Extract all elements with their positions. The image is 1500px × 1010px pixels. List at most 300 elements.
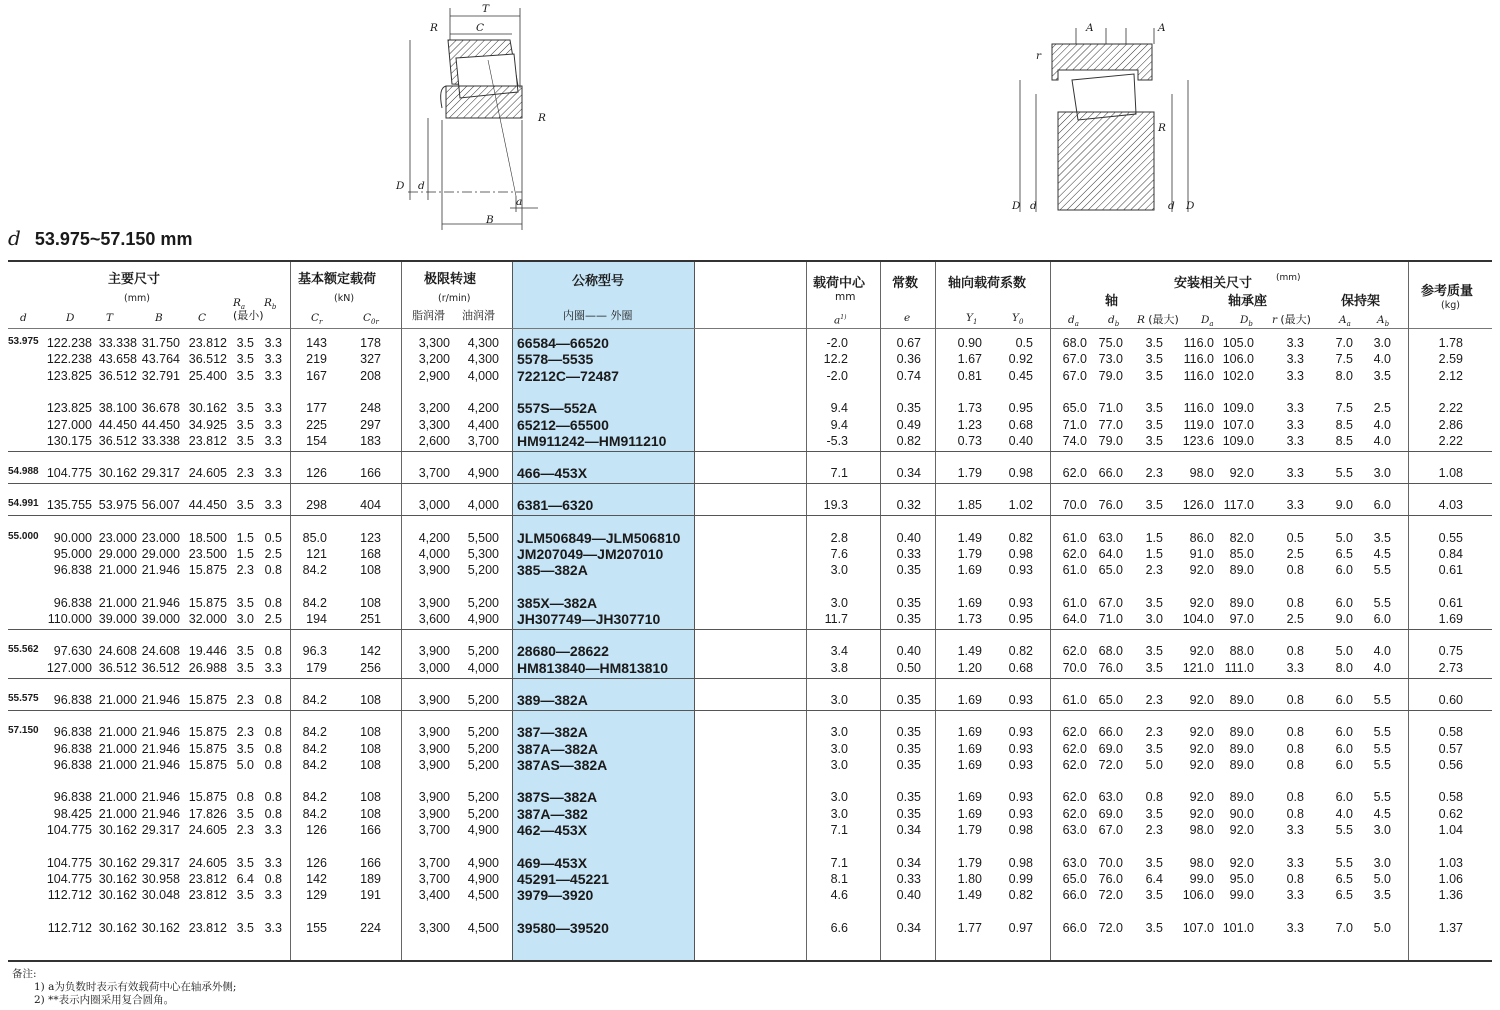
cell-a: 3.0 bbox=[830, 725, 848, 740]
cell-Cor: 208 bbox=[360, 368, 381, 383]
cell-B: 39.000 bbox=[141, 612, 180, 627]
cell-Y0: 0.82 bbox=[1008, 530, 1033, 545]
cell-db: 63.0 bbox=[1098, 530, 1123, 545]
cell-R-max: 3.5 bbox=[1145, 660, 1163, 675]
cell-r-max: 0.8 bbox=[1286, 644, 1304, 659]
cell-D: 96.838 bbox=[53, 790, 92, 805]
cell-speed-oil: 4,900 bbox=[467, 855, 499, 870]
cell-Da: 98.0 bbox=[1189, 466, 1214, 481]
cell-speed-oil: 4,900 bbox=[467, 466, 499, 481]
cell-C: 23.812 bbox=[188, 434, 227, 448]
diagram-label-Da: D bbox=[1186, 200, 1195, 212]
cell-Aa: 7.5 bbox=[1335, 401, 1353, 416]
cell-mass: 0.62 bbox=[1438, 806, 1463, 821]
cell-D: 130.175 bbox=[46, 434, 92, 448]
header-load-rating: 基本额定载荷 bbox=[298, 272, 377, 287]
cell-e: 0.35 bbox=[896, 725, 921, 740]
cell-Cr: 84.2 bbox=[302, 790, 327, 805]
cell-e: 0.33 bbox=[896, 547, 921, 561]
cell-Cr: 194 bbox=[306, 612, 327, 627]
cell-D: 104.775 bbox=[46, 855, 92, 870]
table-top-rule bbox=[8, 260, 1492, 262]
header-housing: 轴承座 bbox=[1228, 294, 1268, 309]
cell-Da: 92.0 bbox=[1189, 644, 1214, 659]
header-sym-Y1: $Y_1$ bbox=[966, 312, 978, 327]
header-sym-Rb: $R_b$ bbox=[264, 297, 277, 312]
diagram-label-da: d bbox=[1030, 200, 1037, 212]
cell-Cor: 183 bbox=[360, 434, 381, 448]
cell-a: 3.8 bbox=[830, 660, 848, 675]
cell-e: 0.74 bbox=[896, 368, 921, 383]
cell-B: 29.000 bbox=[141, 547, 180, 561]
cell-da: 63.0 bbox=[1062, 855, 1087, 870]
bearing-dimension-diagram bbox=[390, 0, 546, 232]
cell-B: 29.317 bbox=[141, 855, 180, 870]
cell-Cr: 129 bbox=[306, 888, 327, 903]
cell-a: 3.0 bbox=[830, 741, 848, 756]
cell-Rb: 3.3 bbox=[264, 434, 282, 448]
header-load-center: 载荷中心 bbox=[813, 276, 866, 291]
cell-Cor: 108 bbox=[360, 725, 381, 740]
cell-Ra: 3.5 bbox=[236, 595, 254, 610]
cell-r-max: 3.3 bbox=[1286, 466, 1304, 481]
cell-Ab: 3.0 bbox=[1373, 466, 1391, 481]
cell-Rb: 2.5 bbox=[264, 612, 282, 627]
cell-speed-oil: 4,900 bbox=[467, 612, 499, 627]
cell-e: 0.33 bbox=[896, 872, 921, 886]
column-divider bbox=[401, 262, 402, 960]
cell-D: 123.825 bbox=[46, 368, 92, 383]
cell-designation: 387A—382 bbox=[517, 805, 588, 822]
cell-C: 24.605 bbox=[188, 855, 227, 870]
cell-speed-grease: 3,300 bbox=[418, 920, 450, 935]
cell-Da: 99.0 bbox=[1189, 872, 1214, 886]
cell-Ab: 5.0 bbox=[1373, 872, 1391, 886]
cell-Aa: 5.5 bbox=[1335, 466, 1353, 481]
cell-r-max: 0.8 bbox=[1286, 563, 1304, 578]
cell-db: 66.0 bbox=[1098, 466, 1123, 481]
cell-designation: 389—382A bbox=[517, 692, 588, 708]
cell-Rb: 3.3 bbox=[264, 498, 282, 513]
cell-B: 30.162 bbox=[141, 920, 180, 935]
cell-Y1: 1.79 bbox=[957, 466, 982, 481]
cell-a: 19.3 bbox=[823, 498, 848, 513]
cell-Cor: 123 bbox=[360, 530, 381, 545]
cell-Rb: 0.8 bbox=[264, 563, 282, 578]
cell-C: 32.000 bbox=[188, 612, 227, 627]
bore-diameter: 57.150 bbox=[8, 725, 39, 737]
cell-Ab: 4.0 bbox=[1373, 660, 1391, 675]
header-mounting-unit: (mm) bbox=[1276, 273, 1301, 283]
cell-Rb: 0.8 bbox=[264, 758, 282, 772]
cell-Da: 106.0 bbox=[1182, 888, 1214, 903]
cell-r-max: 0.8 bbox=[1286, 806, 1304, 821]
cell-T: 38.100 bbox=[98, 401, 137, 416]
cell-Rb: 3.3 bbox=[264, 466, 282, 481]
cell-Cr: 126 bbox=[306, 855, 327, 870]
cell-a: 12.2 bbox=[823, 352, 848, 367]
group-separator bbox=[8, 451, 1492, 452]
cell-r-max: 0.8 bbox=[1286, 741, 1304, 756]
cell-speed-grease: 3,900 bbox=[418, 790, 450, 805]
cell-Y1: 1.79 bbox=[957, 855, 982, 870]
cell-a: -2.0 bbox=[826, 368, 848, 383]
cell-Cor: 191 bbox=[360, 888, 381, 903]
cell-Cr: 126 bbox=[306, 466, 327, 481]
cell-speed-grease: 3,300 bbox=[418, 417, 450, 432]
cell-db: 79.0 bbox=[1098, 434, 1123, 448]
cell-Db: 101.0 bbox=[1222, 920, 1254, 935]
cell-Da: 86.0 bbox=[1189, 530, 1214, 545]
cell-D: 96.838 bbox=[53, 563, 92, 578]
cell-T: 21.000 bbox=[98, 595, 137, 610]
cell-Y1: 1.69 bbox=[957, 758, 982, 772]
cell-Ab: 4.0 bbox=[1373, 434, 1391, 448]
cell-db: 71.0 bbox=[1098, 401, 1123, 416]
mounting-dimension-diagram bbox=[1008, 14, 1208, 218]
cell-Aa: 6.0 bbox=[1335, 790, 1353, 805]
cell-Ra: 3.5 bbox=[236, 644, 254, 659]
cell-a: 7.1 bbox=[830, 823, 848, 838]
cell-mass: 1.37 bbox=[1438, 920, 1463, 935]
header-sym-Da: $D_a$ bbox=[1201, 314, 1214, 329]
cell-R-max: 3.5 bbox=[1145, 920, 1163, 935]
cell-mass: 1.69 bbox=[1438, 612, 1463, 627]
cell-designation: 5578—5535 bbox=[517, 351, 594, 368]
cell-B: 33.338 bbox=[141, 434, 180, 448]
cell-Ra: 3.5 bbox=[236, 401, 254, 416]
cell-Rb: 3.3 bbox=[264, 855, 282, 870]
cell-da: 66.0 bbox=[1062, 888, 1087, 903]
cell-e: 0.50 bbox=[896, 660, 921, 675]
cell-T: 33.338 bbox=[98, 336, 137, 350]
cell-mass: 0.84 bbox=[1438, 547, 1463, 561]
cell-r-max: 0.8 bbox=[1286, 872, 1304, 886]
cell-C: 24.605 bbox=[188, 823, 227, 838]
cell-speed-grease: 3,900 bbox=[418, 725, 450, 740]
cell-R-max: 3.5 bbox=[1145, 498, 1163, 513]
cell-Ra: 3.5 bbox=[236, 806, 254, 821]
cell-e: 0.35 bbox=[896, 790, 921, 805]
cell-B: 29.317 bbox=[141, 823, 180, 838]
cell-Cor: 108 bbox=[360, 563, 381, 578]
cell-speed-grease: 3,300 bbox=[418, 336, 450, 350]
cell-e: 0.35 bbox=[896, 758, 921, 772]
cell-a: 9.4 bbox=[830, 417, 848, 432]
cell-designation: 557S—552A bbox=[517, 400, 598, 417]
cell-designation: 45291—45221 bbox=[517, 871, 609, 887]
cell-Cr: 143 bbox=[306, 336, 327, 350]
cell-speed-grease: 3,700 bbox=[418, 823, 450, 838]
cell-Da: 92.0 bbox=[1189, 758, 1214, 772]
cell-Ra: 3.5 bbox=[236, 352, 254, 367]
cell-Cr: 84.2 bbox=[302, 725, 327, 740]
cell-T: 21.000 bbox=[98, 741, 137, 756]
cell-Y1: 1.79 bbox=[957, 823, 982, 838]
cell-D: 96.838 bbox=[53, 758, 92, 772]
cell-R-max: 2.3 bbox=[1145, 466, 1163, 481]
cell-Aa: 8.5 bbox=[1335, 417, 1353, 432]
header-sym-Cor: $C_{0r}$ bbox=[363, 312, 379, 327]
cell-Aa: 9.0 bbox=[1335, 498, 1353, 513]
cell-Db: 105.0 bbox=[1222, 336, 1254, 350]
cell-da: 62.0 bbox=[1062, 741, 1087, 756]
cell-Aa: 5.5 bbox=[1335, 855, 1353, 870]
cell-a: 9.4 bbox=[830, 401, 848, 416]
cell-Rb: 3.3 bbox=[264, 368, 282, 383]
cell-Y1: 1.69 bbox=[957, 563, 982, 578]
cell-designation: JLM506849—JLM506810 bbox=[517, 529, 681, 546]
header-shaft: 轴 bbox=[1105, 294, 1119, 309]
cell-da: 62.0 bbox=[1062, 790, 1087, 805]
cell-D: 104.775 bbox=[46, 872, 92, 886]
header-sym-e: e bbox=[904, 312, 911, 324]
cell-r-max: 0.8 bbox=[1286, 595, 1304, 610]
header-sym-Y0: $Y_0$ bbox=[1012, 312, 1024, 327]
cell-T: 21.000 bbox=[98, 725, 137, 740]
cell-Ra: 0.8 bbox=[236, 790, 254, 805]
cell-Y1: 1.73 bbox=[957, 401, 982, 416]
cell-R-max: 5.0 bbox=[1145, 758, 1163, 772]
cell-Y0: 0.93 bbox=[1008, 758, 1033, 772]
cell-Y0: 0.98 bbox=[1008, 547, 1033, 561]
cell-R-max: 3.5 bbox=[1145, 741, 1163, 756]
cell-Rb: 3.3 bbox=[264, 888, 282, 903]
cell-Y0: 0.93 bbox=[1008, 563, 1033, 578]
cell-T: 44.450 bbox=[98, 417, 137, 432]
cell-da: 70.0 bbox=[1062, 498, 1087, 513]
cell-Da: 92.0 bbox=[1189, 741, 1214, 756]
cell-mass: 0.61 bbox=[1438, 595, 1463, 610]
cell-Ab: 5.5 bbox=[1373, 790, 1391, 805]
cell-B: 21.946 bbox=[141, 758, 180, 772]
cell-R-max: 3.5 bbox=[1145, 352, 1163, 367]
cell-db: 79.0 bbox=[1098, 368, 1123, 383]
diagram-label-r: r bbox=[1036, 50, 1042, 62]
cell-speed-grease: 4,000 bbox=[418, 547, 450, 561]
cell-mass: 2.73 bbox=[1438, 660, 1463, 675]
cell-Y0: 0.82 bbox=[1008, 888, 1033, 903]
cell-da: 61.0 bbox=[1062, 563, 1087, 578]
cell-a: 3.0 bbox=[830, 790, 848, 805]
cell-Y1: 1.49 bbox=[957, 644, 982, 659]
cell-Cr: 96.3 bbox=[302, 644, 327, 659]
cell-B: 21.946 bbox=[141, 741, 180, 756]
group-separator bbox=[8, 678, 1492, 679]
cell-r-max: 0.8 bbox=[1286, 693, 1304, 707]
cell-db: 76.0 bbox=[1098, 660, 1123, 675]
cell-Ra: 2.3 bbox=[236, 693, 254, 707]
cell-Aa: 6.0 bbox=[1335, 595, 1353, 610]
cell-Y0: 0.45 bbox=[1008, 368, 1033, 383]
header-cage: 保持架 bbox=[1341, 294, 1381, 309]
cell-speed-grease: 3,600 bbox=[418, 612, 450, 627]
cell-Ab: 4.5 bbox=[1373, 547, 1391, 561]
bore-symbol: d bbox=[8, 226, 21, 250]
diagram-label-C: C bbox=[476, 22, 485, 34]
cell-Y1: 1.67 bbox=[957, 352, 982, 367]
cell-r-max: 3.3 bbox=[1286, 434, 1304, 448]
cell-r-max: 3.3 bbox=[1286, 417, 1304, 432]
cell-Cr: 179 bbox=[306, 660, 327, 675]
cell-Cr: 177 bbox=[306, 401, 327, 416]
cell-Cor: 108 bbox=[360, 741, 381, 756]
cell-Cor: 178 bbox=[360, 336, 381, 350]
cell-Y1: 1.80 bbox=[957, 872, 982, 886]
cell-Ra: 3.5 bbox=[236, 434, 254, 448]
cell-designation: 39580—39520 bbox=[517, 919, 609, 936]
cell-speed-oil: 4,000 bbox=[467, 660, 499, 675]
cell-Y1: 1.23 bbox=[957, 417, 982, 432]
cell-R-max: 3.5 bbox=[1145, 888, 1163, 903]
cell-speed-oil: 5,200 bbox=[467, 595, 499, 610]
cell-D: 112.712 bbox=[47, 920, 92, 935]
cell-Db: 89.0 bbox=[1229, 741, 1254, 756]
column-divider bbox=[1408, 262, 1409, 960]
cell-r-max: 3.3 bbox=[1286, 498, 1304, 513]
cell-mass: 1.36 bbox=[1438, 888, 1463, 903]
cell-e: 0.34 bbox=[896, 920, 921, 935]
cell-Ra: 2.3 bbox=[236, 466, 254, 481]
cell-D: 90.000 bbox=[53, 530, 92, 545]
cell-db: 66.0 bbox=[1098, 725, 1123, 740]
cell-Y0: 0.5 bbox=[1015, 336, 1033, 350]
header-sym-Ab: $A_b$ bbox=[1377, 314, 1390, 329]
cell-Y1: 1.49 bbox=[957, 888, 982, 903]
cell-a: 3.0 bbox=[830, 595, 848, 610]
header-designation-sub: 内圈—— 外圈 bbox=[563, 309, 633, 322]
cell-mass: 0.57 bbox=[1438, 741, 1463, 756]
cell-Y0: 0.93 bbox=[1008, 806, 1033, 821]
cell-Y1: 1.85 bbox=[957, 498, 982, 513]
cell-speed-grease: 3,900 bbox=[418, 595, 450, 610]
header-speed-oil: 油润滑 bbox=[462, 309, 495, 322]
cell-Aa: 6.0 bbox=[1335, 693, 1353, 707]
cell-e: 0.35 bbox=[896, 741, 921, 756]
cell-B: 36.512 bbox=[141, 660, 180, 675]
cell-R-max: 3.0 bbox=[1145, 612, 1163, 627]
cell-speed-oil: 5,200 bbox=[467, 790, 499, 805]
cell-R-max: 3.5 bbox=[1145, 806, 1163, 821]
header-sym-C: C bbox=[198, 312, 207, 324]
cell-Cor: 108 bbox=[360, 758, 381, 772]
cell-db: 72.0 bbox=[1098, 758, 1123, 772]
cell-r-max: 3.3 bbox=[1286, 823, 1304, 838]
cell-T: 30.162 bbox=[98, 888, 137, 903]
group-separator bbox=[8, 710, 1492, 711]
cell-designation: JM207049—JM207010 bbox=[517, 546, 664, 562]
cell-e: 0.34 bbox=[896, 855, 921, 870]
cell-B: 29.317 bbox=[141, 466, 180, 481]
cell-speed-grease: 3,700 bbox=[418, 466, 450, 481]
cell-Da: 121.0 bbox=[1182, 660, 1214, 675]
cell-mass: 2.22 bbox=[1438, 434, 1463, 448]
cell-R-max: 3.5 bbox=[1145, 644, 1163, 659]
cell-mass: 0.60 bbox=[1438, 693, 1463, 707]
cell-B: 31.750 bbox=[141, 336, 180, 350]
group-separator bbox=[8, 629, 1492, 630]
cell-Aa: 6.0 bbox=[1335, 725, 1353, 740]
cell-C: 23.812 bbox=[188, 336, 227, 350]
cell-Db: 109.0 bbox=[1222, 401, 1254, 416]
header-sym-Cr: $C_r$ bbox=[311, 312, 323, 327]
cell-designation: 462—453X bbox=[517, 822, 588, 839]
cell-r-max: 0.8 bbox=[1286, 725, 1304, 740]
cell-Ra: 1.5 bbox=[236, 547, 254, 561]
cell-r-max: 3.3 bbox=[1286, 401, 1304, 416]
cell-Cor: 166 bbox=[360, 855, 381, 870]
cell-Ra: 2.3 bbox=[236, 823, 254, 838]
cell-db: 69.0 bbox=[1098, 806, 1123, 821]
cell-Ra: 5.0 bbox=[236, 758, 254, 772]
cell-R-max: 3.5 bbox=[1145, 434, 1163, 448]
cell-db: 70.0 bbox=[1098, 855, 1123, 870]
cell-B: 36.678 bbox=[141, 401, 180, 416]
cell-D: 96.838 bbox=[53, 693, 92, 707]
cell-db: 71.0 bbox=[1098, 612, 1123, 627]
cell-Y0: 0.95 bbox=[1008, 401, 1033, 416]
cell-D: 135.755 bbox=[46, 498, 92, 513]
cell-C: 36.512 bbox=[188, 352, 227, 367]
cell-C: 15.875 bbox=[188, 758, 227, 772]
cell-Cor: 224 bbox=[360, 920, 381, 935]
cell-e: 0.49 bbox=[896, 417, 921, 432]
cell-speed-oil: 5,200 bbox=[467, 693, 499, 707]
header-speed: 极限转速 bbox=[424, 272, 477, 287]
cell-speed-grease: 3,200 bbox=[418, 352, 450, 367]
cell-T: 30.162 bbox=[98, 823, 137, 838]
cell-speed-oil: 4,300 bbox=[467, 352, 499, 367]
cell-r-max: 3.3 bbox=[1286, 888, 1304, 903]
cell-designation: 469—453X bbox=[517, 854, 588, 871]
cell-Ra: 2.3 bbox=[236, 563, 254, 578]
cell-R-max: 2.3 bbox=[1145, 693, 1163, 707]
header-sym-Ra: $R_a$ bbox=[233, 297, 246, 312]
cell-Ra: 6.4 bbox=[236, 872, 254, 886]
cell-da: 65.0 bbox=[1062, 401, 1087, 416]
cell-db: 63.0 bbox=[1098, 790, 1123, 805]
cell-e: 0.82 bbox=[896, 434, 921, 448]
cell-Y0: 0.98 bbox=[1008, 466, 1033, 481]
cell-Y0: 0.98 bbox=[1008, 823, 1033, 838]
cell-D: 122.238 bbox=[46, 336, 92, 350]
cell-speed-grease: 3,900 bbox=[418, 741, 450, 756]
header-sym-da: $d_a$ bbox=[1068, 314, 1079, 329]
cell-speed-oil: 5,200 bbox=[467, 741, 499, 756]
cell-C: 23.812 bbox=[188, 888, 227, 903]
cell-Db: 89.0 bbox=[1229, 758, 1254, 772]
cell-Y1: 1.20 bbox=[957, 660, 982, 675]
cell-T: 53.975 bbox=[98, 498, 137, 513]
cell-Cr: 85.0 bbox=[302, 530, 327, 545]
cell-a: -2.0 bbox=[826, 336, 848, 350]
cell-mass: 1.06 bbox=[1438, 872, 1463, 886]
bore-range: 53.975~57.150 mm bbox=[34, 229, 193, 249]
cell-C: 44.450 bbox=[188, 498, 227, 513]
cell-Rb: 0.8 bbox=[264, 806, 282, 821]
cell-B: 23.000 bbox=[141, 530, 180, 545]
header-sym-db: $d_b$ bbox=[1108, 314, 1120, 329]
cell-Y0: 0.98 bbox=[1008, 855, 1033, 870]
cell-a: 3.0 bbox=[830, 693, 848, 707]
cell-r-max: 3.3 bbox=[1286, 855, 1304, 870]
footnote-item: 1) a为负数时表示有效载荷中心在轴承外侧; bbox=[34, 981, 237, 993]
cell-designation: 385—382A bbox=[517, 562, 588, 579]
cell-Cr: 219 bbox=[306, 352, 327, 367]
cell-B: 24.608 bbox=[141, 644, 180, 659]
cell-Y0: 1.02 bbox=[1008, 498, 1033, 513]
cell-Cr: 154 bbox=[306, 434, 327, 448]
